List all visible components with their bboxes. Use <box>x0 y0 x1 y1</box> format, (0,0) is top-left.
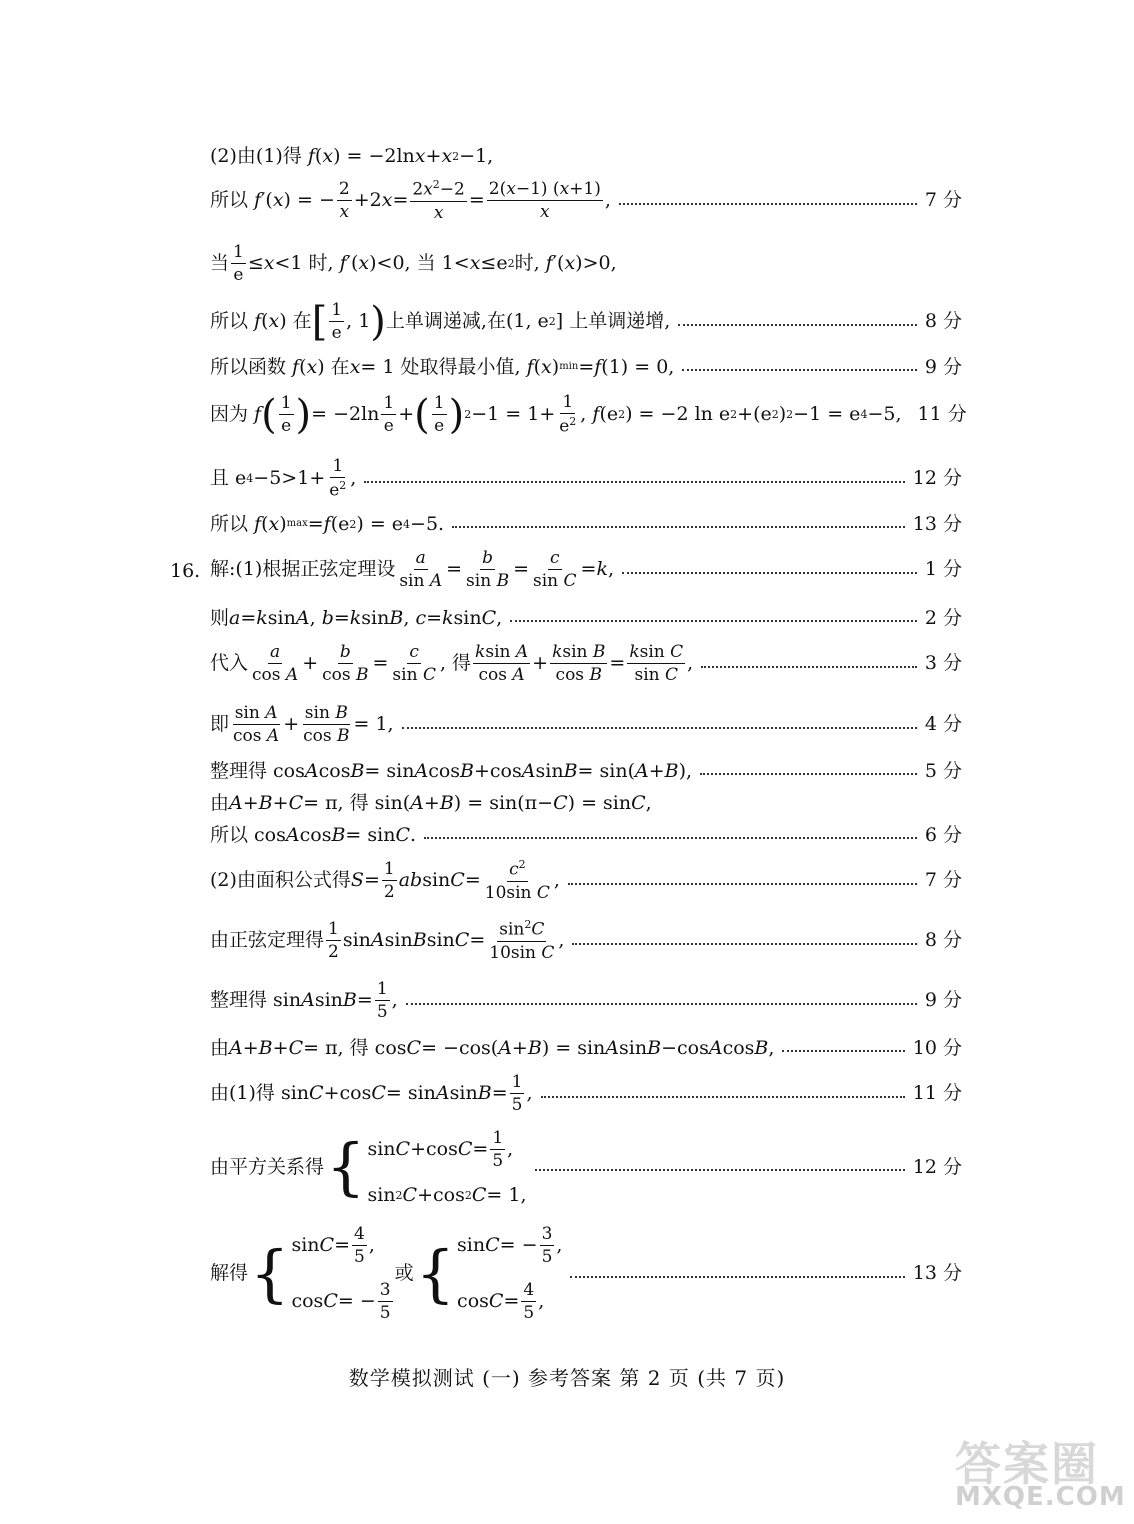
line-13-text: 整理得 cos A cos B = sin A cos B +cos A sin B = sin( A + B ), <box>210 760 693 782</box>
leader-dots <box>364 481 904 483</box>
score-12: 12 分 <box>912 467 962 490</box>
line-4 <box>210 300 962 344</box>
line-15-text: 所以 cos A cos B = sin C . <box>210 824 417 846</box>
line-13 <box>210 760 962 783</box>
score-10: 10 分 <box>912 1037 962 1059</box>
line-14 <box>210 792 962 815</box>
score-1: 1 分 <box>924 558 962 581</box>
leader-dots <box>678 324 917 326</box>
line-1 <box>210 145 962 168</box>
leader-dots <box>701 666 917 668</box>
line-16-text: (2)由面积公式得 S = $\frac{1}{2}$ ab sin C = $\frac{c^2}{\text{10sin C}}$ , <box>210 858 560 904</box>
line-2-text: 所以 f ′( x ) = − $\frac{2}{x}$ +2 x = $\frac{2x^2-2}{x}$ = $\frac{2(x-1) (x+1)}{x}$ , <box>210 178 611 224</box>
question-number-16: 16. <box>170 560 201 582</box>
leader-dots <box>541 1096 905 1098</box>
score-12b: 12 分 <box>912 1155 962 1178</box>
score-6: 6 分 <box>924 824 962 846</box>
line-18-text: 整理得 sin A sin B = $\frac{1}{5}$ , <box>210 979 398 1023</box>
line-12-text: 即 $\frac{\text{sin A}}{\text{cos A}}$ + $\frac{\text{sin B}}{\text{cos B}}$ = 1, <box>210 703 394 747</box>
leader-dots <box>452 526 905 528</box>
line-20 <box>210 1072 962 1116</box>
leader-dots <box>572 943 916 945</box>
score-7b: 7 分 <box>924 869 962 892</box>
watermark-logo: 答案圈 <box>955 1437 1099 1491</box>
line-22 <box>210 1224 962 1324</box>
score-7: 7 分 <box>924 189 962 212</box>
line-15 <box>210 824 962 847</box>
line-12 <box>210 703 962 747</box>
line-7 <box>210 456 962 501</box>
leader-dots <box>622 572 917 574</box>
leader-dots <box>424 837 917 839</box>
page-footer: 数学模拟测试 (一) 参考答案 第 2 页 (共 7 页) <box>348 1366 786 1390</box>
line-10 <box>210 607 962 630</box>
score-5: 5 分 <box>924 760 962 782</box>
score-13b: 13 分 <box>912 1262 962 1285</box>
line-8 <box>210 513 962 536</box>
score-11b: 11 分 <box>912 1082 962 1105</box>
leader-dots <box>619 203 917 205</box>
line-21-text: 由平方关系得 { sin C +cos C = $\frac{1}{5}$ , sin 2 C +cos 2 C = 1, <box>210 1128 527 1206</box>
score-8b: 8 分 <box>924 929 962 952</box>
line-16 <box>210 858 962 903</box>
line-7-text: 且 e 4 −5>1+ $\frac{1}{e^2}$ , <box>210 456 357 502</box>
line-9-text: 解:(1)根据正弦定理设 $\frac{a}{\text{sin A}}$ = $\frac{b}{\text{sin B}}$ = $\frac{c}{\text{sin C}}$ = k , <box>210 548 614 592</box>
line-3 <box>210 242 962 286</box>
line-18 <box>210 979 962 1023</box>
line-10-text: 则 a = k sin A , b = k sin B , c = k sin C , <box>210 607 503 629</box>
line-17 <box>210 918 962 963</box>
leader-dots <box>568 883 917 885</box>
line-20-text: 由(1)得 sin C +cos C = sin A sin B = $\frac{1}{5}$ , <box>210 1072 533 1116</box>
leader-dots <box>570 1276 904 1278</box>
score-3: 3 分 <box>924 652 962 675</box>
line-19-text: 由 A + B + C = π, 得 cos C = −cos( A + B ) = sin A sin B −cos A cos B , <box>210 1037 775 1059</box>
leader-dots <box>535 1169 905 1171</box>
line-22-text: 解得 { sin C = $\frac{4}{5}$ , cos C = − $\frac{3}{5}$ 或 { sin C = − $\frac{3}{5}$ , cos C = $\frac{4}{5}$ , <box>210 1224 563 1324</box>
line-5 <box>210 356 962 379</box>
line-14-text: 由 A + B + C = π, 得 sin( A + B ) = sin(π− C ) = sin C , <box>210 792 652 814</box>
leader-dots <box>406 1003 917 1005</box>
score-9: 9 分 <box>924 356 962 378</box>
leader-dots <box>682 369 917 371</box>
line-11-text: 代入 $\frac{a}{\text{cos A}}$ + $\frac{b}{\text{cos B}}$ = $\frac{c}{\text{sin C}}$ , 得 $\frac{\text{ksin A}}{\text{cos A}}$ + $\frac{\text{ksin B}}{\text{cos B}}$ = $\frac{\text{ksin C}}{\text{sin C}}$ , <box>210 642 694 686</box>
score-4: 4 分 <box>924 713 962 736</box>
line-17-text: 由正弦定理得 $\frac{1}{2}$ sin A sin B sin C = $\frac{\sin^2C}{\text{10sin C}}$ , <box>210 918 565 964</box>
line-11 <box>210 642 962 686</box>
score-11: 11 分 <box>917 403 967 426</box>
line-9 <box>210 548 962 592</box>
score-13: 13 分 <box>912 513 962 535</box>
line-21 <box>210 1128 962 1207</box>
watermark-url: MXQE.COM <box>955 1482 1126 1512</box>
leader-dots <box>782 1050 904 1052</box>
line-1-text: (2)由(1)得 f ( x ) = −2ln x + x 2 −1, <box>210 145 494 167</box>
leader-dots <box>700 773 917 775</box>
line-19 <box>210 1037 962 1060</box>
score-2: 2 分 <box>924 607 962 629</box>
line-6 <box>210 391 967 438</box>
line-2 <box>210 178 962 223</box>
line-8-text: 所以 f ( x ) max = f (e 2 ) = e 4 −5. <box>210 513 445 535</box>
line-6-text: 因为 f ( $\frac{1}{e}$ ) = −2ln $\frac{1}{e}$ + ( $\frac{1}{e}$ ) 2 −1 = 1+ $\frac{1}{e^2}$ , f (e 2 ) = −2 ln e 2 +(e 2 ) 2 −1 = e 4 −5, <box>210 391 902 438</box>
line-3-text: 当 $\frac{1}{e}$ ≤ x <1 时, f ′( x )<0, 当 1< x ≤e 2 时, f ′( x )>0, <box>210 242 617 286</box>
leader-dots <box>510 620 917 622</box>
score-9b: 9 分 <box>924 989 962 1012</box>
score-8: 8 分 <box>924 310 962 333</box>
leader-dots <box>402 727 917 729</box>
line-4-text: 所以 f ( x ) 在 [ $\frac{1}{e}$ , 1 ) 上单调递减,在(1, e 2 ] 上单调递增, <box>210 298 671 345</box>
line-5-text: 所以函数 f ( x ) 在 x = 1 处取得最小值, f ( x ) min = f (1) = 0, <box>210 356 675 378</box>
